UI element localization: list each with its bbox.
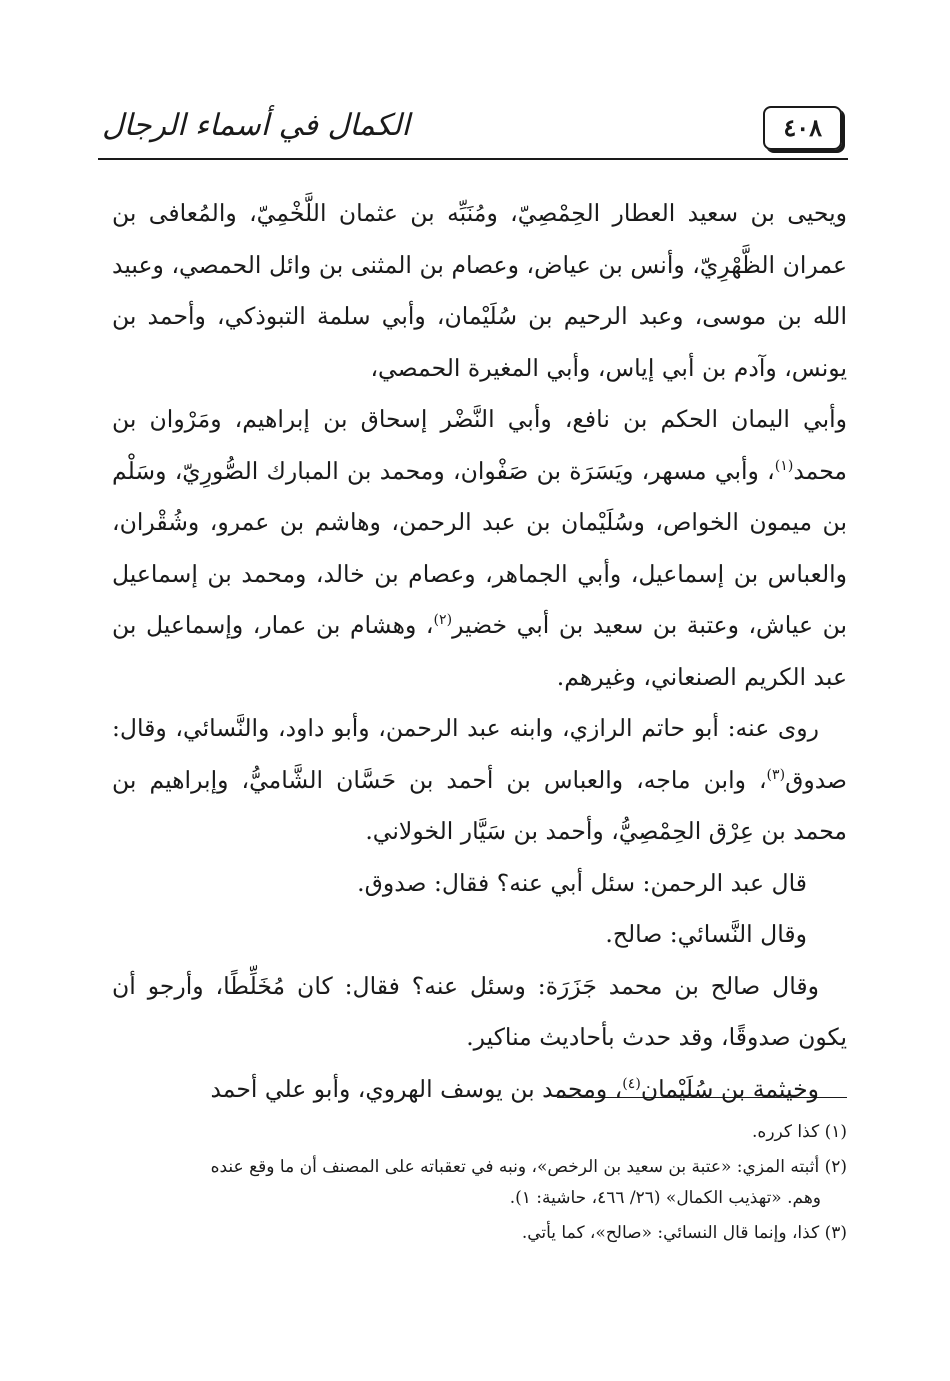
paragraph-text: ، وأبي مسهر، ويَسَرَة بن صَفْوان، ومحمد بن المبارك الصُّورِيّ، وسَلْم بن ميمون الخواص، وسُلَيْمان بن عبد الرحمن، وهاشم بن عمرو، وشُقْران، والعباس بن إسماعيل، وأبي الجماهر، وعصام بن خالد، ومحمد بن إسماعيل بن عياش، وعتبة بن سعيد بن أبي خضير — [112, 456, 847, 639]
paragraph-text: روى عنه: أبو حاتم الرازي، وابنه عبد الرحمن، وأبو داود، والنَّسائي، وقال: صدوق — [112, 714, 847, 794]
footnote-mark: (١) — [774, 457, 794, 474]
paragraph — [112, 961, 847, 1064]
page-number: ٤٠٨ — [763, 106, 842, 150]
footnote: (٣) كذا، وإنما قال النسائي: «صالح»، كما يأتي. — [521, 1223, 847, 1243]
paragraph-text: ، ومحمد بن يوسف الهروي، وأبو علي أحمد — [210, 1074, 623, 1103]
paragraph-text: ويحيى بن سعيد العطار الحِمْصِيّ، ومُنَبِّه بن عثمان اللَّخْمِيّ، والمُعافى بن عمران الظَّهْرِيّ، وأنس بن عياض، وعصام بن المثنى بن وائل الحمصي، وعبيد الله بن موسى، وعبد الرحيم بن سُلَيْمان، وأبي سلمة التبوذكي، وأحمد بن يونس، وآدم بن أبي إياس، وأبي المغيرة الحمصي، — [112, 199, 847, 382]
paragraph-text: وخيثمة بن سُلَيْمان — [640, 1074, 819, 1103]
paragraph — [112, 188, 847, 394]
paragraph — [112, 1064, 847, 1116]
footnote-text: (٢) أثبته المزي: «عتبة بن سعيد بن الرخص»، ونبه في تعقباته على المصنف أن ما وقع عنده — [210, 1157, 847, 1177]
footnotes — [112, 1117, 847, 1253]
paragraph — [112, 394, 847, 703]
paragraph-text: وقال صالح بن محمد جَزَرَة: وسئل عنه؟ فقال: كان مُخَلِّطًا، وأرجو أن يكون صدوقًا، وقد حدث بأحاديث مناكير. — [112, 971, 847, 1051]
footnote — [112, 1152, 847, 1214]
book-title: الكمال في أسماء الرجال — [102, 108, 410, 143]
paragraph — [112, 909, 847, 961]
paragraph-text: وقال النَّسائي: صالح. — [605, 920, 807, 948]
footnote-mark: (٤) — [622, 1075, 641, 1092]
paragraph — [112, 703, 847, 858]
page-header — [98, 100, 848, 160]
paragraph-text: ، وابن ماجه، والعباس بن أحمد بن حَسَّان الشَّاميُّ، وإبراهيم بن محمد بن عِرْق الحِمْصِيُّ، وأحمد بن سَيَّار الخولاني. — [112, 765, 847, 845]
paragraph — [112, 858, 847, 910]
footnote-mark: (٣) — [766, 766, 786, 783]
main-text — [112, 188, 847, 1115]
footnote-continuation: وهم. «تهذيب الكمال» (٢٦/ ٤٦٦، حاشية: ١). — [509, 1188, 821, 1208]
footnote-mark: (٢) — [433, 612, 453, 629]
paragraph-text: وأبي اليمان الحكم بن نافع، وأبي النَّضْر إسحاق بن إبراهيم، ومَرْوان بن محمد — [112, 405, 847, 485]
paragraph-text: ، وهشام بن عمار، وإسماعيل بن عبد الكريم الصنعاني، وغيرهم. — [112, 611, 847, 691]
footnote: (١) كذا كرره. — [752, 1122, 847, 1142]
footnote-separator — [557, 1097, 847, 1098]
paragraph-text: قال عبد الرحمن: سئل أبي عنه؟ فقال: صدوق. — [357, 868, 807, 897]
